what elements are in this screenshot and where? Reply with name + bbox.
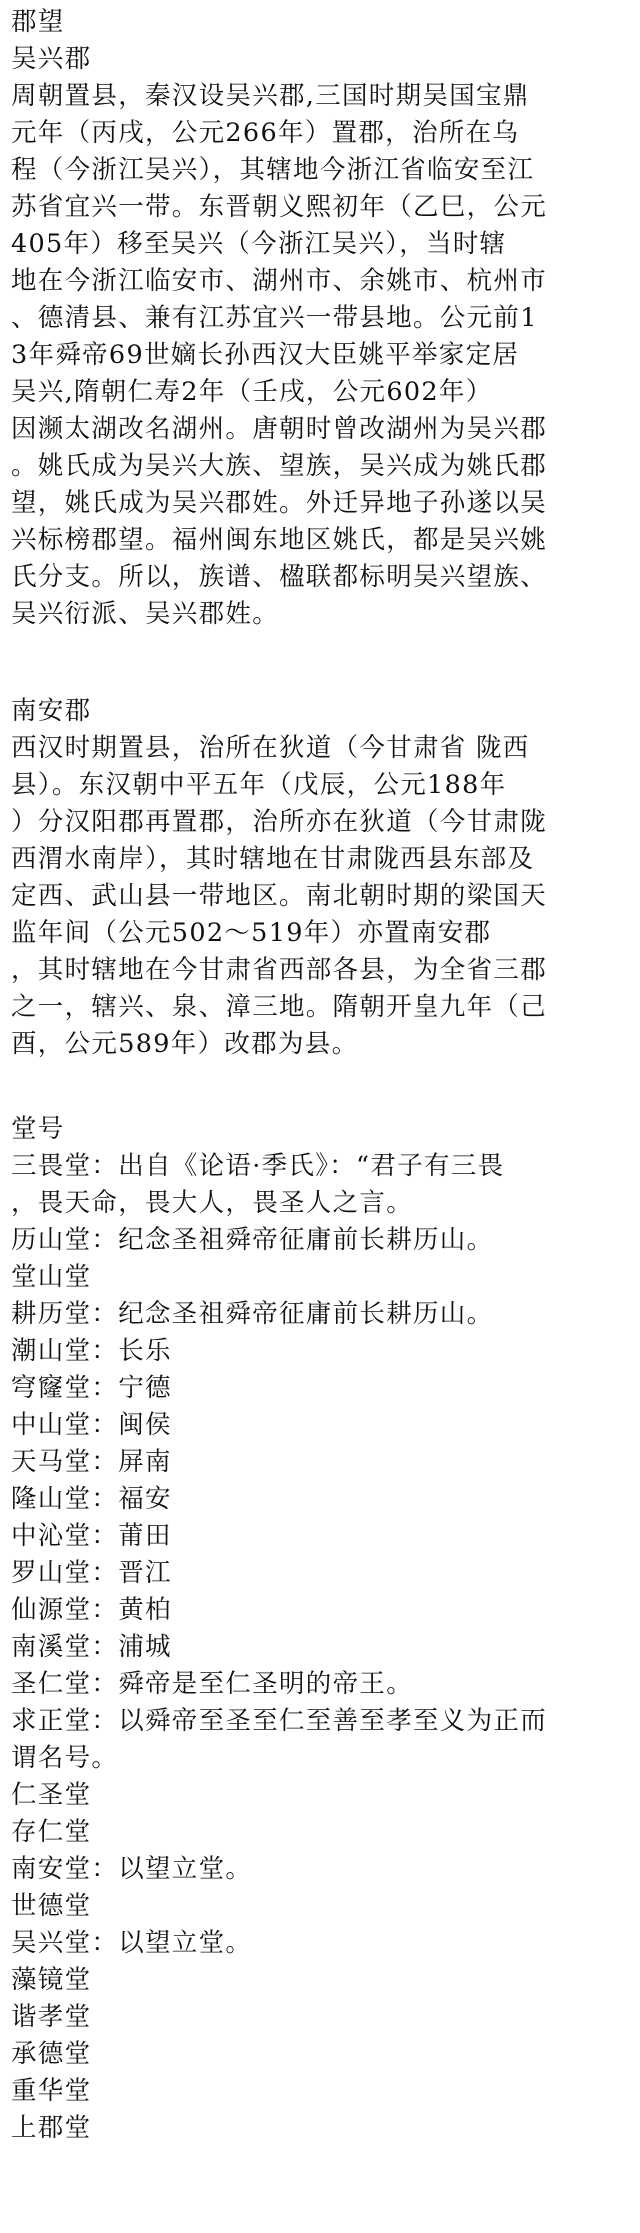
nanan-line: 酉，公元589年）改郡为县。 — [11, 1029, 359, 1059]
wuxing-line: 氏分支。所以，族谱、楹联都标明吴兴望族、 — [11, 562, 548, 592]
wuxing-line: 因濒太湖改名湖州。唐朝时曾改湖州为吴兴郡 — [11, 414, 548, 444]
tanghao-line: 潮山堂：长乐 — [11, 1336, 172, 1366]
wuxing-line: 周朝置县，秦汉设吴兴郡,三国时期吴国宝鼎 — [11, 81, 530, 111]
wuxing-heading: 吴兴郡 — [11, 44, 92, 74]
nanan-line: 之一，辖兴、泉、漳三地。隋朝开皇九年（己 — [11, 992, 548, 1022]
tanghao-line: 承德堂 — [11, 2039, 92, 2069]
nanan-line: 西汉时期置县，治所在狄道（今甘肃省 陇西 — [11, 733, 530, 763]
wuxing-line: 。姚氏成为吴兴大族、望族，吴兴成为姚氏郡 — [11, 451, 548, 481]
tanghao-line: 耕历堂：纪念圣祖舜帝征庸前长耕历山。 — [11, 1299, 494, 1329]
tanghao-line: 堂山堂 — [11, 1262, 92, 1292]
tanghao-line: 中山堂：闽侯 — [11, 1410, 172, 1440]
tanghao-line: 仁圣堂 — [11, 1780, 92, 1810]
nanan-line: 定西、武山县一带地区。南北朝时期的梁国天 — [11, 881, 548, 911]
nanan-heading: 南安郡 — [11, 696, 92, 726]
wuxing-line: 405年）移至吴兴（今浙江吴兴），当时辖 — [11, 229, 507, 259]
section-gap — [11, 1063, 631, 1111]
tanghao-line: 天马堂：屏南 — [11, 1447, 172, 1477]
tanghao-line: 历山堂：纪念圣祖舜帝征庸前长耕历山。 — [11, 1225, 494, 1255]
wuxing-line: 兴标榜郡望。福州闽东地区姚氏，都是吴兴姚 — [11, 525, 548, 555]
wuxing-line: 、德清县、兼有江苏宜兴一带县地。公元前1 — [11, 303, 538, 333]
tanghao-line: 圣仁堂：舜帝是至仁圣明的帝王。 — [11, 1669, 414, 1699]
tanghao-line: 谐孝堂 — [11, 2002, 92, 2032]
nanan-line: 监年间（公元502～519年）亦置南安郡 — [11, 918, 492, 948]
tanghao-line: 藻镜堂 — [11, 1965, 92, 1995]
nanan-section — [11, 693, 631, 1063]
document-page — [11, 4, 631, 2147]
tanghao-title: 堂号 — [11, 1114, 65, 1144]
tanghao-line: 存仁堂 — [11, 1817, 92, 1847]
nanan-line: ，其时辖地在今甘肃省西部各县，为全省三郡 — [11, 955, 548, 985]
section-gap — [11, 633, 631, 693]
tanghao-line: 仙源堂：黄柏 — [11, 1595, 172, 1625]
tanghao-line: 罗山堂：晋江 — [11, 1558, 172, 1588]
tanghao-line: 吴兴堂：以望立堂。 — [11, 1928, 253, 1958]
tanghao-line: ，畏天命，畏大人，畏圣人之言。 — [11, 1188, 414, 1218]
tanghao-line: 上郡堂 — [11, 2113, 92, 2143]
wuxing-section — [11, 41, 631, 633]
wuxing-line: 3年舜帝69世嫡长孙西汉大臣姚平举家定居 — [11, 340, 520, 370]
tanghao-line: 隆山堂：福安 — [11, 1484, 172, 1514]
wuxing-line: 吴兴,隋朝仁寿2年（壬戌，公元602年） — [11, 377, 493, 407]
wuxing-line: 吴兴衍派、吴兴郡姓。 — [11, 599, 280, 629]
page-title: 郡望 — [11, 7, 65, 37]
tanghao-line: 求正堂：以舜帝至圣至仁至善至孝至义为正而 — [11, 1706, 548, 1736]
tanghao-line: 南溪堂：浦城 — [11, 1632, 172, 1662]
tanghao-line: 南安堂：以望立堂。 — [11, 1854, 253, 1884]
tanghao-line: 穹窿堂：宁德 — [11, 1373, 172, 1403]
wuxing-line: 元年（丙戌，公元266年）置郡，治所在乌 — [11, 118, 520, 148]
wuxing-line: 苏省宜兴一带。东晋朝义熙初年（乙巳，公元 — [11, 192, 548, 222]
wuxing-line: 望，姚氏成为吴兴郡姓。外迁异地子孙遂以吴 — [11, 488, 548, 518]
tanghao-line: 重华堂 — [11, 2076, 92, 2106]
wuxing-line: 地在今浙江临安市、湖州市、余姚市、杭州市 — [11, 266, 548, 296]
tanghao-section — [11, 1111, 631, 2147]
nanan-line: 县）。东汉朝中平五年（戊辰，公元188年 — [11, 770, 507, 800]
nanan-line: ）分汉阳郡再置郡，治所亦在狄道（今甘肃陇 — [11, 807, 548, 837]
nanan-line: 西渭水南岸），其时辖地在甘肃陇西县东部及 — [11, 844, 535, 874]
tanghao-line: 中沁堂：莆田 — [11, 1521, 172, 1551]
tanghao-line: 谓名号。 — [11, 1743, 119, 1773]
tanghao-line: 三畏堂：出自《论语·季氏》：“君子有三畏 — [11, 1151, 505, 1181]
tanghao-line: 世德堂 — [11, 1891, 92, 1921]
wuxing-line: 程（今浙江吴兴），其辖地今浙江省临安至江 — [11, 155, 535, 185]
